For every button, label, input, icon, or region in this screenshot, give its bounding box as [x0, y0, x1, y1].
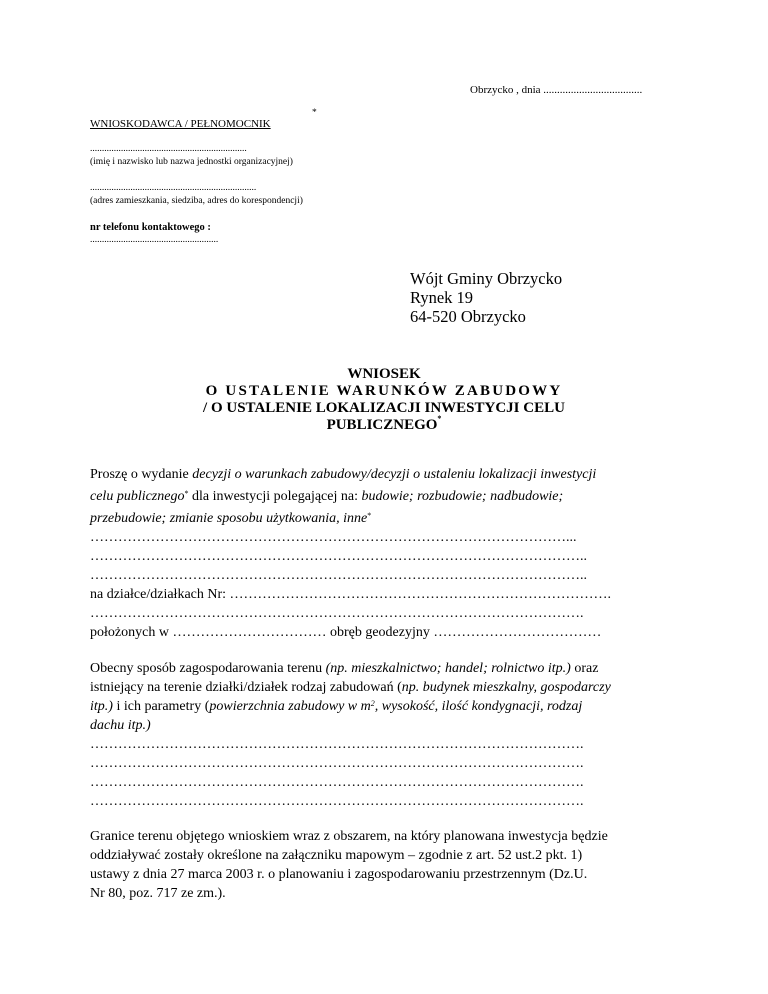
address-field-hint: (adres zamieszkania, siedziba, adres do korespondencji): [90, 196, 303, 206]
applicant-footnote-star: *: [312, 108, 317, 118]
request-dots-2[interactable]: ……………………………………………………………………………………………..: [90, 549, 587, 564]
precinct-label: obręb geodezyjny: [326, 625, 434, 640]
request-line-1: [90, 465, 668, 484]
request-line-2: [90, 487, 668, 506]
current-use-and: oraz: [570, 661, 599, 676]
title-line-1: WNIOSEK: [347, 366, 421, 382]
current-use-intro: Obecny sposób zagospodarowania terenu: [90, 661, 326, 676]
location-row: [90, 623, 601, 642]
plot-number-dots[interactable]: ……………………………………………………………………….: [229, 587, 612, 602]
request-dots-3[interactable]: ……………………………………………………………………………………………..: [90, 568, 587, 583]
request-intro: Proszę o wydanie: [90, 467, 193, 482]
applicant-label: [90, 118, 271, 130]
name-field-dots[interactable]: ..................................................................: [90, 144, 247, 154]
current-use-buildings: istniejący na terenie działki/działek rodzaj zabudowań (: [90, 680, 402, 695]
phone-field-dots[interactable]: ......................................................: [90, 235, 219, 245]
plot-number-row: [90, 585, 611, 604]
title-line-4-text: PUBLICZNEGO: [326, 417, 438, 433]
request-investment-types: budowie; rozbudowie; nadbudowie;: [361, 489, 564, 504]
current-use-line-3: [90, 697, 582, 716]
request-dots-1[interactable]: …………………………………………………………………………………………...: [90, 530, 577, 545]
title-line-2: O USTALENIE WARUNKÓW ZABUDOWY: [205, 383, 563, 399]
current-use-dots-4[interactable]: …………………………………………………………………………………………….: [90, 794, 584, 809]
request-investment-text: dla inwestycji polegającej na:: [188, 489, 362, 504]
request-dots-4[interactable]: …………………………………………………………………………………………….: [90, 606, 584, 621]
request-star-2: *: [367, 511, 372, 520]
location-dots[interactable]: ……………………………: [172, 625, 327, 640]
current-use-line-1: [90, 659, 598, 678]
request-public-purpose: celu publicznego: [90, 489, 185, 504]
current-use-dots-3[interactable]: …………………………………………………………………………………………….: [90, 775, 584, 790]
address-field-dots[interactable]: ......................................................................: [90, 183, 257, 193]
current-use-sup: 2: [370, 699, 375, 708]
current-use-area: powierzchnia zabudowy w m: [209, 699, 371, 714]
boundaries-line-4: Nr 80, poz. 717 ze zm.).: [90, 886, 226, 901]
phone-label: nr telefonu kontaktowego :: [90, 222, 211, 233]
location-label: położonych w: [90, 625, 173, 640]
recipient-name: Wójt Gminy Obrzycko: [410, 269, 563, 288]
request-decision-type: decyzji o warunkach zabudowy/decyzji o ustaleniu lokalizacji inwestycji: [192, 467, 597, 482]
title-line-4: [0, 414, 768, 434]
recipient-block: [410, 269, 562, 326]
request-other-types: przebudowie; zmianie sposobu użytkowania, inne: [90, 511, 368, 526]
current-use-building-examples: np. budynek mieszkalny, gospodarczy: [401, 680, 611, 695]
request-star-1: *: [184, 489, 189, 498]
current-use-line-4: [90, 716, 151, 735]
current-use-examples: (np. mieszkalnictwo; handel; rolnictwo itp.): [325, 661, 571, 676]
recipient-city: 64-520 Obrzycko: [410, 307, 526, 326]
current-use-dots-2[interactable]: …………………………………………………………………………………………….: [90, 756, 584, 771]
current-use-params: i ich parametry (: [112, 699, 210, 714]
boundaries-line-2: oddziaływać zostały określone na załączniku mapowym – zgodnie z art. 52 ust.2 pkt. 1): [90, 848, 583, 863]
current-use-dots-1[interactable]: …………………………………………………………………………………………….: [90, 737, 584, 752]
current-use-etc: itp.): [90, 699, 113, 714]
boundaries-line-1: Granice terenu objętego wnioskiem wraz z obszarem, na który planowana inwestycja będzie: [90, 829, 608, 844]
plot-number-label: na działce/działkach Nr:: [90, 587, 230, 602]
boundaries-line-3: ustawy z dnia 27 marca 2003 r. o planowaniu i zagospodarowaniu przestrzennym (Dz.U.: [90, 867, 588, 882]
title-footnote-star: *: [437, 414, 442, 423]
applicant-label-text: WNIOSKODAWCA / PEŁNOMOCNIK: [90, 118, 271, 130]
current-use-param-list: , wysokość, ilość kondygnacji, rodzaj: [374, 699, 583, 714]
title-line-3: / O USTALENIE LOKALIZACJI INWESTYCJI CELU: [203, 400, 565, 416]
place-date: Obrzycko , dnia ....................................: [470, 84, 643, 96]
recipient-street: Rynek 19: [410, 288, 474, 307]
name-field-hint: (imię i nazwisko lub nazwa jednostki organizacyjnej): [90, 157, 293, 167]
current-use-line-2: [90, 678, 611, 697]
current-use-roof: dachu itp.): [90, 718, 151, 733]
request-line-3: [90, 509, 668, 528]
precinct-dots[interactable]: ………………………………: [433, 625, 602, 640]
